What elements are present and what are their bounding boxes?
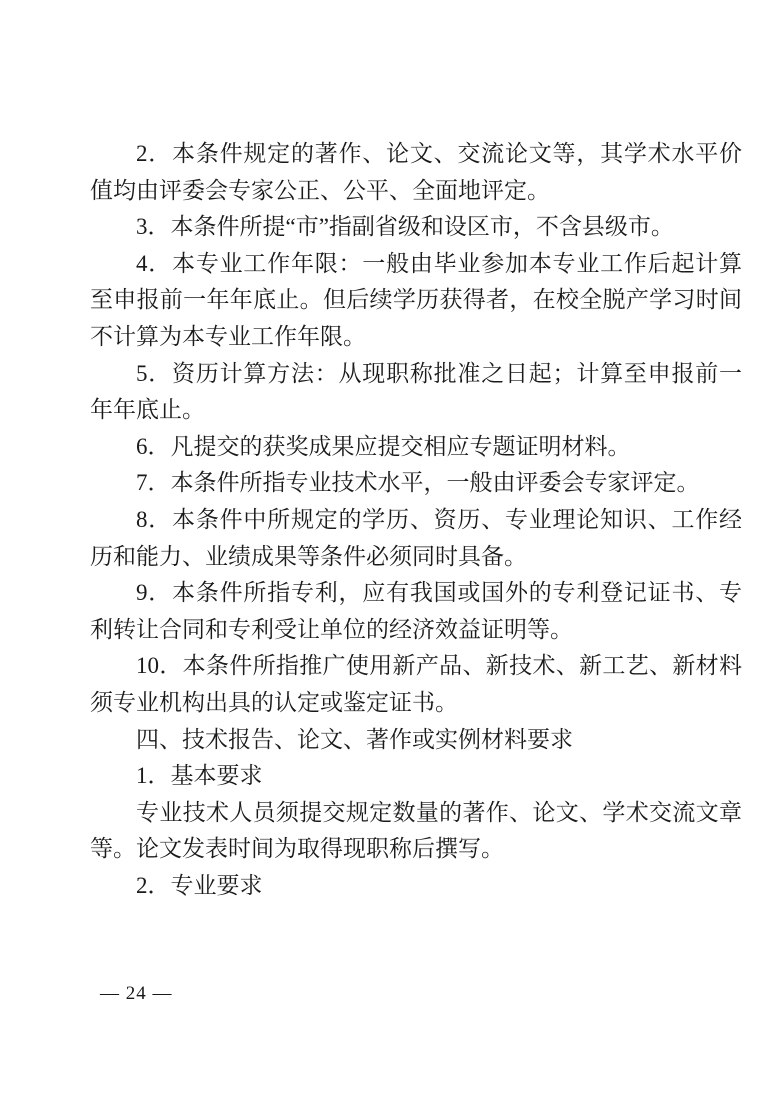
subsection-1-heading: 1．基本要求 <box>136 763 263 789</box>
clause-8: 8．本条件中所规定的学历、资历、专业理论知识、工作经历和能力、业绩成果等条件必须同时具备。 <box>90 506 742 569</box>
clause-2: 2．本条件规定的著作、论文、交流论文等，其学术水平价值均由评委会专家公正、公平、全面地评定。 <box>90 141 742 203</box>
clause-5: 5．资历计算方法：从现职称批准之日起；计算至申报前一年年底止。 <box>90 360 742 423</box>
section-heading-4: 四、技术报告、论文、著作或实例材料要求 <box>136 726 573 752</box>
page-number: — 24 — <box>100 983 173 1004</box>
basic-requirements-paragraph: 专业技术人员须提交规定数量的著作、论文、学术交流文章等。论文发表时间为取得现职称后撰写。 <box>90 799 742 862</box>
clause-4: 4．本专业工作年限：一般由毕业参加本专业工作后起计算至申报前一年年底止。但后续学历获得者，在校全脱产学习时间不计算为本专业工作年限。 <box>90 250 742 349</box>
clause-3: 3．本条件所提“市”指副省级和设区市，不含县级市。 <box>136 214 674 240</box>
page-body-text <box>90 136 742 904</box>
clause-9: 9．本条件所指专利，应有我国或国外的专利登记证书、专利转让合同和专利受让单位的经济效益证明等。 <box>90 580 742 642</box>
clause-7: 7．本条件所指专业技术水平，一般由评委会专家评定。 <box>136 470 700 496</box>
clause-10: 10．本条件所指推广使用新产品、新技术、新工艺、新材料须专业机构出具的认定或鉴定证书。 <box>90 653 742 715</box>
subsection-2-heading: 2．专业要求 <box>136 872 263 898</box>
clause-6: 6．凡提交的获奖成果应提交相应专题证明材料。 <box>136 433 631 459</box>
